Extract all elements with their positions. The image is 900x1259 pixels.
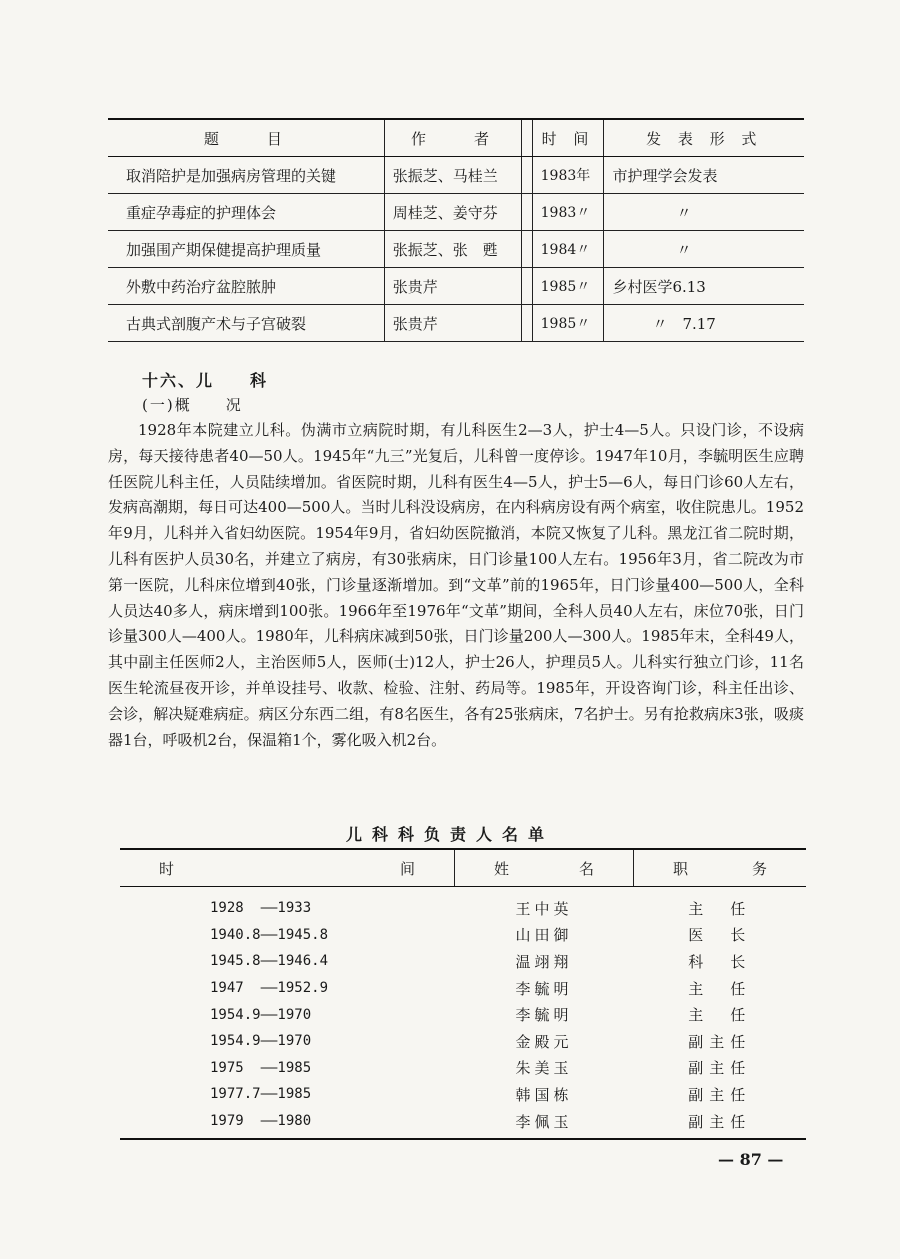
cell-post: 副主任 (688, 1032, 752, 1051)
roster-header-row (120, 849, 806, 887)
roster-title: 儿科科负责人名单 (345, 825, 554, 844)
table-row (108, 194, 804, 231)
header-author: 作 者 (384, 119, 521, 157)
publications-table (108, 118, 804, 342)
header-post: 职 务 (634, 849, 807, 887)
page-number: — 87 — (718, 1150, 784, 1169)
cell-name: 李毓明 (515, 1006, 573, 1025)
cell-post: 副主任 (634, 1108, 807, 1140)
table-row (120, 1055, 806, 1082)
cell-period: 1945.8——1946.4 (210, 953, 329, 970)
cell-title: 重症孕毒症的护理体会 (108, 194, 384, 231)
cell-period: 1954.9——1970 (210, 1006, 312, 1023)
cell-period: 1940.8——1945.8 (210, 926, 329, 943)
cell-period: 1979 ——1980 (120, 1108, 455, 1140)
cell-post: 科 长 (688, 952, 752, 971)
cell-time: 1985〃 (532, 268, 604, 305)
table-row (108, 231, 804, 268)
cell-form: 乡村医学6.13 (604, 268, 804, 305)
cell-post: 副主任 (688, 1059, 752, 1078)
header-title: 题 目 (108, 119, 384, 157)
cell-time: 1983年 (532, 157, 604, 194)
cell-author: 张贵芹 (384, 305, 521, 342)
cell-author: 周桂芝、姜守芬 (384, 194, 521, 231)
cell-form: 〃 (676, 240, 692, 259)
publications-header-row (108, 119, 804, 157)
cell-name: 李佩玉 (455, 1108, 634, 1140)
table-row (108, 157, 804, 194)
table-row (120, 975, 806, 1002)
section-title: 十六、儿 科 (142, 371, 269, 390)
cell-author: 张振芝、马桂兰 (384, 157, 521, 194)
cell-name: 韩国栋 (515, 1085, 573, 1104)
cell-time: 1984〃 (532, 231, 604, 268)
cell-name: 李毓明 (515, 979, 573, 998)
table-row (120, 922, 806, 949)
cell-name: 山田御 (515, 926, 573, 945)
cell-post: 主 任 (688, 979, 752, 998)
cell-period: 1954.9——1970 (210, 1033, 312, 1050)
cell-title: 加强围产期保健提高护理质量 (108, 231, 384, 268)
table-row (120, 1108, 806, 1140)
header-name: 姓 名 (455, 849, 634, 887)
cell-period: 1975 ——1985 (210, 1059, 312, 1076)
header-time: 时 间 (532, 119, 604, 157)
cell-post: 副主任 (688, 1085, 752, 1104)
cell-form: 市护理学会发表 (604, 157, 804, 194)
subsection-title: (一)概 况 (142, 396, 243, 414)
table-row (120, 1081, 806, 1108)
table-row (108, 268, 804, 305)
header-time: 时 间 (120, 849, 455, 887)
cell-form: 〃 7.17 (652, 314, 716, 333)
cell-post: 医 长 (688, 926, 752, 945)
cell-form: 〃 (676, 203, 692, 222)
body-paragraph: 1928年本院建立儿科。伪满市立病院时期，有儿科医生2—3人，护士4—5人。只设门诊，不设病房，每天接待患者40—50人。1945年“九三”光复后，儿科曾一度停诊。1947年10月，李毓明医生应聘任医院儿科主任，人员陆续增加。省医院时期，儿科有医生4—5人，护士5—6人，每日门诊60人左右，发病高潮期，每日可达400—500人。当时儿科没设病房，在内科病房设有两个病室，收住院患儿。1952年9月，儿科并入省妇幼医院。1954年9月，省妇幼医院撤消，本院又恢复了儿科。黑龙江省二院时期，儿科有医护人员30名，并建立了病房，有30张病床，日门诊量100人左右。1956年3月，省二院改为市第一医院，儿科床位增到40张，门诊量逐渐增加。到“文革”前的1965年，日门诊量400—500人，全科人员达40多人，病床增到100张。1966年至1976年“文革”期间，全科人员40人左右，床位70张，日门诊量300人—400人。1980年，儿科病床减到50张，日门诊量200人—300人。1985年末，全科49人，其中副主任医师2人，主治医师5人，医师(士)12人，护士26人，护理员5人。儿科实行独立门诊，11名医生轮流昼夜开诊，并单设挂号、收款、检验、注射、药局等。1985年，开设咨询门诊，科主任出诊、会诊，解决疑难病症。病区分东西二组，有8名医生，各有25张病床，7名护士。另有抢救病床3张，吸痰器1台，呼吸机2台，保温箱1个，雾化吸入机2台。 (108, 421, 804, 749)
cell-name: 温翊翔 (515, 952, 573, 971)
cell-name: 朱美玉 (515, 1059, 573, 1078)
cell-title: 外敷中药治疗盆腔脓肿 (108, 268, 384, 305)
cell-post: 主 任 (688, 1006, 752, 1025)
table-row (108, 305, 804, 342)
cell-name: 金殿元 (515, 1032, 573, 1051)
cell-title: 取消陪护是加强病房管理的关键 (108, 157, 384, 194)
cell-title: 古典式剖腹产术与子宫破裂 (108, 305, 384, 342)
cell-author: 张振芝、张 甦 (384, 231, 521, 268)
table-row (120, 1001, 806, 1028)
cell-time: 1985〃 (532, 305, 604, 342)
table-row (120, 887, 806, 922)
table-row (120, 1028, 806, 1055)
cell-period: 1977.7——1985 (210, 1086, 312, 1103)
roster-table (120, 848, 806, 1140)
cell-period: 1947 ——1952.9 (210, 980, 329, 997)
table-row (120, 948, 806, 975)
cell-time: 1983〃 (532, 194, 604, 231)
cell-post: 主 任 (688, 899, 752, 918)
cell-author: 张贵芹 (384, 268, 521, 305)
cell-name: 王中英 (515, 899, 573, 918)
cell-period: 1928 ——1933 (210, 900, 312, 917)
header-form: 发 表 形 式 (604, 119, 804, 157)
